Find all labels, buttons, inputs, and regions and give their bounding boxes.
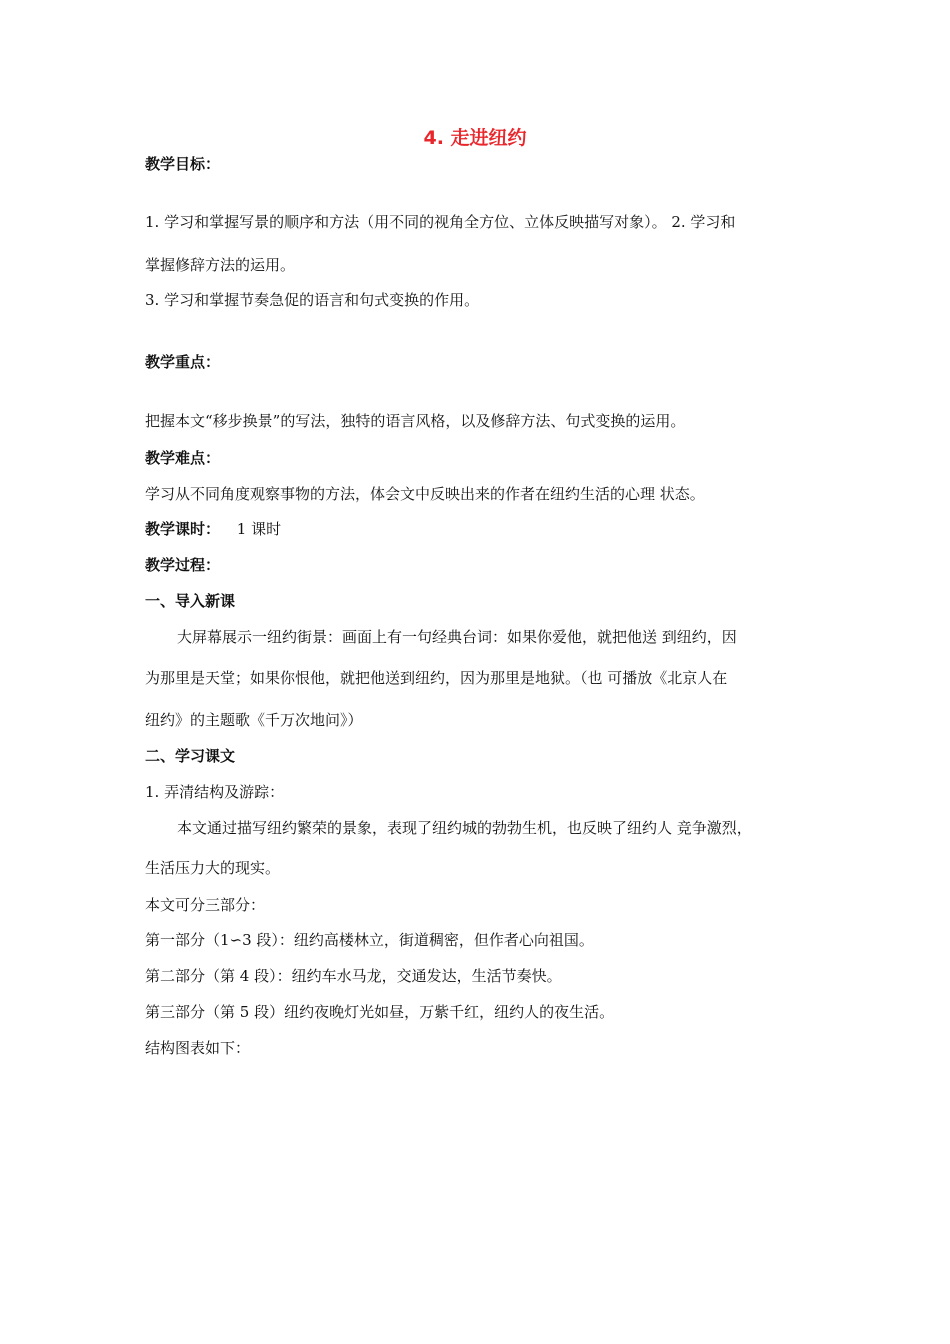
section-1-paragraph-line-3: 纽约》的主题歌《千万次地问》） — [145, 711, 363, 729]
parts-intro: 本文可分三部分： — [145, 896, 266, 914]
section-2-heading: 二、学习课文 — [145, 747, 236, 765]
subsection-1-heading: 1. 弄清结构及游踪： — [145, 783, 285, 801]
key-points-text: 把握本文“移步换景”的写法，独特的语言风格，以及修辞方法、句式变换的运用。 — [145, 412, 686, 430]
goal-1-text: 1. 学习和掌握写景的顺序和方法（用不同的视角全方位、立体反映描写对象）。 2. 学习和 — [145, 213, 736, 231]
hours-value: 1 课时 — [236, 520, 282, 538]
part-2-text: 第二部分（第 4 段）：纽约车水马龙，交通发达，生活节奏快。 — [145, 967, 562, 985]
part-3-text: 第三部分（第 5 段）纽约夜晚灯光如昼，万紫千红，纽约人的夜生活。 — [145, 1003, 615, 1021]
process-heading: 教学过程： — [145, 556, 221, 574]
difficulty-heading: 教学难点： — [145, 449, 221, 467]
document-title: 4. 走进纽约 — [423, 127, 527, 149]
hours-line — [145, 519, 281, 539]
section-1-heading: 一、导入新课 — [145, 592, 236, 610]
goals-heading: 教学目标： — [145, 155, 221, 173]
section-1-paragraph-line-2: 为那里是天堂；如果你恨他，就把他送到纽约，因为那里是地狱。（也 可播放《北京人在 — [145, 669, 728, 687]
hours-heading: 教学课时： — [145, 520, 221, 538]
structure-chart-intro: 结构图表如下： — [145, 1039, 251, 1057]
subsection-1-paragraph-line-2: 生活压力大的现实。 — [145, 859, 281, 877]
difficulty-text: 学习从不同角度观察事物的方法，体会文中反映出来的作者在纽约生活的心理 状态。 — [145, 485, 705, 503]
section-1-paragraph-line-1: 大屏幕展示一纽约街景：画面上有一句经典台词：如果你爱他，就把他送 到纽约，因 — [177, 628, 737, 646]
goal-1-continued: 掌握修辞方法的运用。 — [145, 256, 296, 274]
subsection-1-paragraph-line-1: 本文通过描写纽约繁荣的景象，表现了纽约城的勃勃生机，也反映了纽约人 竞争激烈， — [177, 819, 752, 837]
goal-3-text: 3. 学习和掌握节奏急促的语言和句式变换的作用。 — [145, 291, 480, 309]
part-1-text: 第一部分（1∽3 段）：纽约高楼林立，街道稠密，但作者心向祖国。 — [145, 931, 594, 949]
key-points-heading: 教学重点： — [145, 353, 221, 371]
